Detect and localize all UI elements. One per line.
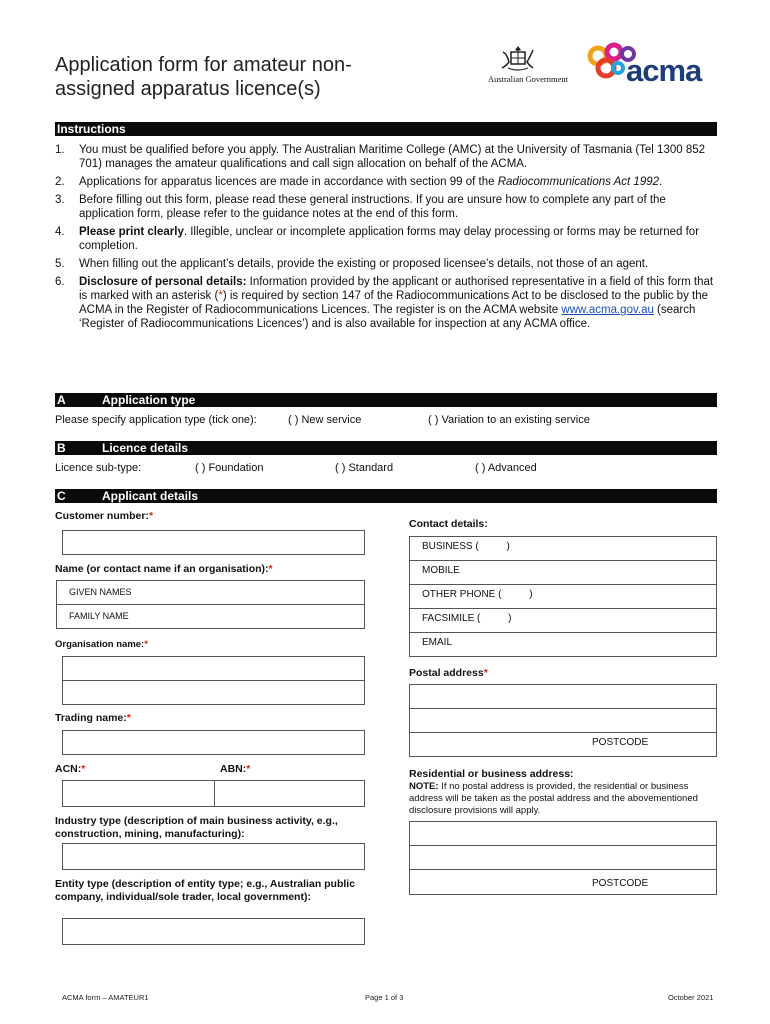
instruction-item: 1. You must be qualified before you apply. The Australian Maritime College (AMC) at the University of Tasmania (Tel 1300 852 701) manages the amateur qualifications and call sign allocation on behalf of the ACMA. — [55, 144, 706, 170]
customer-number-input[interactable] — [62, 530, 365, 555]
licence-subtype-prompt: Licence sub-type: — [55, 462, 142, 474]
contact-details-label: Contact details: — [409, 518, 488, 530]
page-title: Application form for amateur non-assigned apparatus licence(s) — [55, 54, 352, 100]
advanced-option[interactable]: ( ) Advanced — [475, 462, 537, 474]
postal-address-input-2[interactable] — [409, 708, 717, 733]
email-input[interactable]: EMAIL — [409, 632, 717, 657]
footer-page-number: Page 1 of 3 — [365, 993, 404, 1002]
acma-logo-text: acma — [626, 53, 702, 88]
residential-postcode-input[interactable]: POSTCODE — [409, 869, 717, 895]
organisation-name-label: Organisation name:* — [55, 639, 148, 650]
instruction-item: 4. Please print clearly. Illegible, unclear or incomplete application forms may delay processing or forms may be returned for completion. — [55, 226, 700, 252]
instructions-heading: Instructions — [57, 122, 126, 136]
trading-name-label: Trading name:* — [55, 712, 131, 724]
acma-logo — [584, 42, 720, 88]
foundation-option[interactable]: ( ) Foundation — [195, 462, 264, 474]
instruction-item: 2. Applications for apparatus licences are made in accordance with section 99 of the Radiocommunications Act 1992. — [55, 176, 663, 188]
instructions-header-bar — [55, 122, 717, 136]
customer-number-label: Customer number:* — [55, 510, 154, 522]
new-service-option[interactable]: ( ) New service — [288, 414, 362, 426]
section-c-title: Applicant details — [102, 489, 199, 503]
trading-name-input[interactable] — [62, 730, 365, 755]
residential-address-input-1[interactable] — [409, 821, 717, 846]
acn-input[interactable] — [62, 780, 215, 807]
section-c-header-bar: C Applicant details — [55, 489, 717, 503]
organisation-name-input-1[interactable] — [62, 656, 365, 681]
postal-address-input-1[interactable] — [409, 684, 717, 709]
name-label: Name (or contact name if an organisation):* — [55, 563, 273, 575]
business-phone-input[interactable]: BUSINESS ( ) — [409, 536, 717, 561]
mobile-input[interactable]: MOBILE — [409, 560, 717, 585]
abn-input[interactable] — [214, 780, 365, 807]
industry-type-input[interactable] — [62, 843, 365, 870]
entity-type-input[interactable] — [62, 918, 365, 945]
residential-note: NOTE: If no postal address is provided, the residential or business address will be taken as the postal address and the abovementioned disclosure provisions will apply. — [409, 781, 698, 816]
instructions-list — [55, 143, 720, 335]
instruction-item: 6. Disclosure of personal details: Information provided by the applicant or authorised representative in a field of this form that is marked with an asterisk (*) is required by section 147 of the Radiocommunications Act to be disclosed to the public by the ACMA in the Register of Radiocommunications Licences. The register is on the ACMA website www.acma.gov.au (search ‘Register of Radiocommunications Licences’) and is also available for inspection at any ACMA office. — [55, 276, 714, 330]
footer-date: October 2021 — [668, 993, 714, 1002]
section-a-title: Application type — [102, 393, 196, 407]
acn-label: ACN:* — [55, 763, 86, 775]
section-a-header-bar: A Application type — [55, 393, 717, 407]
residential-address-block — [409, 768, 717, 817]
instruction-item: 5. When filling out the applicant’s details, provide the existing or proposed licensee’s details, not those of an agent. — [55, 258, 649, 270]
variation-option[interactable]: ( ) Variation to an existing service — [428, 414, 590, 426]
australian-government-logo — [478, 44, 578, 88]
other-phone-input[interactable]: OTHER PHONE ( ) — [409, 584, 717, 609]
residential-address-label: Residential or business address: — [409, 768, 574, 780]
coat-of-arms-icon — [498, 44, 538, 74]
entity-type-label: Entity type (description of entity type; e.g., Australian public company, individual/sole trader, local government): — [55, 878, 356, 903]
given-names-input[interactable]: GIVEN NAMES — [56, 580, 365, 605]
postal-postcode-input[interactable]: POSTCODE — [409, 732, 717, 757]
postal-address-label: Postal address* — [409, 667, 488, 679]
footer-form-id: ACMA form – AMATEUR1 — [62, 993, 149, 1002]
facsimile-input[interactable]: FACSIMILE ( ) — [409, 608, 717, 633]
organisation-name-input-2[interactable] — [62, 680, 365, 705]
family-name-input[interactable]: FAMILY NAME — [56, 604, 365, 629]
acma-website-link[interactable]: www.acma.gov.au — [561, 304, 654, 316]
section-b-header-bar: B Licence details — [55, 441, 717, 455]
residential-address-input-2[interactable] — [409, 845, 717, 870]
industry-type-label: Industry type (description of main business activity, e.g., construction, mining, manufacturing): — [55, 815, 338, 840]
standard-option[interactable]: ( ) Standard — [335, 462, 394, 474]
application-type-prompt: Please specify application type (tick one): — [55, 414, 257, 426]
instruction-item: 3. Before filling out this form, please read these general instructions. If you are unsure how to complete any part of the application form, please refer to the guidance notes at the end of this form. — [55, 194, 666, 220]
abn-label: ABN:* — [220, 763, 251, 775]
gov-logo-text: Australian Government — [487, 74, 569, 84]
section-b-title: Licence details — [102, 441, 189, 455]
